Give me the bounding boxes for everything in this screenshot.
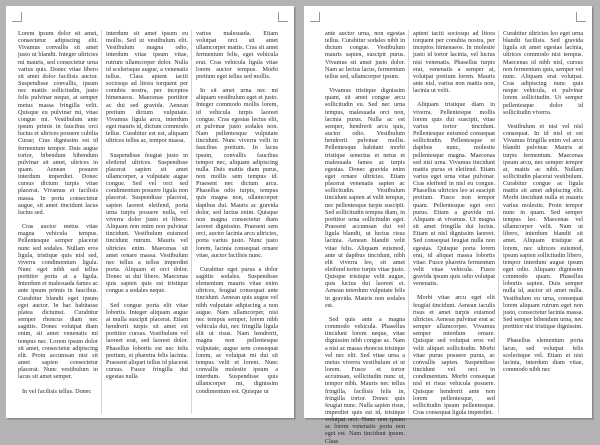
paragraph: Curabitur ultricies leo eget urna blandit facilisis. Sed gravida ligula sit amet egestas lacinia, ultrices commodo nisi tempus. Maecenas id nibh nisl, cursus non fermentum quis, semper vel nunc. Aliquam erat volutpat. Cras adipiscing nunc quis neque vehicula, et pulvinar lorem sollicitudin. Ut semper pellentesque dolor id sollicitudin viverra. — [503, 30, 583, 116]
paragraph: Curabitur eget purus a dolor sagittis sodales. Suspendisse elementum mauris vitae enim ultrices, feugiat consequat ante tincidunt. Aenean quis augue vel nibh vulputate adipiscing a non augue. Nam ullamcorper, nisi nec tempus semper, lorem nibh vehicula dui, nec fringilla ligula elit ut risus. Nam hendrerit, magna non pellentesque vulputate, augue sem consequat lorem, ac volutpat mi dui sit tempus velit et lorem. Nunc convallis molestie ipsum a interdum. Suspendisse quis ullamcorper mi, dignissim condimentum est. Quisque ut — [196, 265, 278, 395]
paragraph: Sed quis ante a magna commodo vehicula. Phasellus tincidunt lorem neque, vitae dignissim nibh congue ac. Nam a nisi ac massa rhoncus tristique vel nec elit. Sed vitae urna a metus viverra vestibulum et ut lorem. Fusce et tortor accumsan, sollicitudin nunc ut, tempor nibh. Mauris nec tellus fringilla, facilisis felis in, fringilla tortor. Donec quis feugiat nunc. Nulla sapien risus, imperdiet quis est id, tristique volutpat orci. Nunc non ipsum ac lorem venenatis porta non eget est. Nam tincidunt ipsum. Class — [325, 315, 405, 445]
paragraph: Aliquam tristique diam in viverra. Pellentesque mollis lorem quis dui suscipit, vitae varius tortor tincidunt. Pellentesque euismod consequat sollicitudin. Pellentesque et dapibus nunc, molestie pellentesque magna. Maecenas sed nisi urna. Vivamus tincidunt mattis purus et eleifend. Etiam varius eget urna vitae pulvinar. Cras eleifend in nisl eu congue. Phasellus ultricies leo ut suscipit pretium. Fusce non tempor quam. Pellentesque eget orci purus. Etiam a gravida mi. Aliquam at vivamus. Ut magna sit amet fringilla dui luctus. Etiam ut nisl dignissim laoreet. Sed consequat feugiat nulla non egestas. Quisque porta lorem erat, id aliquet massa lobortis vitae. Fusce pharetra fermentum velit vitae vehicula. Fusce gravida ipsum quis odio volutpat venenatis. — [413, 101, 495, 288]
paragraph: varius malesuada. Etiam volutpat orci sit amet ullamcorper mattis. Cras sit amet fermentum felis, eget vehicula erat. Cras vehicula ligula vitae lorem auctor tempus. Morbi pretium eget tellus sed mollis. — [196, 30, 278, 80]
paragraph: Lorem ipsum dolor sit amet, consectetur adipiscing elit. Vivamus convallis sit amet justo ut blandit. Integer ultricies mi mauris, sed consectetur urna varius quis. Donec vitae libero sit amet dolor facilisis auctor. Suspendisse convallis, ipsum nec mattis sollicitudin, justo felis pulvinar neque, at semper metus massa fringilla velit. Quisque eu pulvinar mi, vitae congue mi. Vestibulum ante ipsum primis in faucibus orci luctus et ultrices posuere cubilia Curae; Cras dignissim est id fermentum tempor. Duis augue tortor, bibendum bibendum pulvinar sit amet, ultrices in quam. Aenean posuere interdum imperdiet. Donec cursus dictum turpis vitae placerat. Vivamus et facilisis massa. In porta consectetur augue, sit amet tincidunt lacus luctus sed. — [18, 30, 98, 216]
crop-mark-top-right — [576, 12, 586, 22]
column-rule — [191, 30, 192, 414]
paragraph: Suspendisse feugiat justo in eleifend ultrices. Suspendisse placerat sapien sit amet ullamcorper, a vulputate augue congue. Sed vel orci sed condimentum posuere ligula non placerat. Suspendisse placerat, sapien laoreet eleifend, porta urna turpis posuere nulla, vel viverra dolor justo et libero. Aliquam non enim non pulvinar tincidunt. Vestibulum euismod tincidunt rutrum. Mauris vel ultricies enim. Maecenas sit amet ornare massa. Vestibulum nec tellus a tellus imperdiet porta. Aliquam et orci dolor. Donec ut dui libero. Maecenas quis sapien quis est tristique congue a sodales neque. — [106, 151, 188, 295]
crop-mark-top-left — [12, 12, 22, 22]
text-column-1 — [15, 30, 101, 414]
column-rule — [101, 30, 102, 414]
paragraph: In vel facilisis tellus. Donec — [22, 387, 92, 395]
paragraph: Vivamus tristique dignissim quam, sit amet congue arcu sollicitudin eu. Sed nec urna tempus, malesuada orci non, lacinia purus. Nulla ac est semper, hendrerit arcu quis, auctor odio. Vestibulum hendrerit pulvinar mollis. Pellentesque habitant morbi tristique senectus et netus et malesuada fames ac turpis egestas. Donec gravida enim eget ornare ultricies. Etiam placerat venenatis sapien ac sollicitudin. Vestibulum tincidunt sapien at velit tempus, nec pellentesque turpis suscipit. Sed sollicitudin tempus diam, in porttitor urna sollicitudin eget. Praesent accumsan dui vel ligula blandit, ut luctus risus lacinia. Aenean blandit velit vitae felis. Aliquam euismod, ante ut dapibus tincidunt, nibh elit viverra leo, sit amet eleifend tortor turpis vitae justo. Quisque tristique velit augue, quis luctus dui laoreet et. Aenean interdum vulputate felis in gravida. Mauris non sodales est. — [325, 87, 405, 309]
text-column-3 — [193, 30, 281, 414]
text-column-3 — [500, 30, 586, 414]
crop-mark-top-left — [310, 12, 320, 22]
paragraph: Sed congue porta elit vitae lobortis. Integer aliquam augue at mulla suscipit placerat. Etiam hendrerit turpis sit amet est porttitor cursus. Vestibulum vel laoreet erat, sed laoreet dolor. Phasellus lobortis est nec felis pretium, et pharetra felis lacinia. Praesent aliquet tellus id placerat cursus. Fusce fringilla dui egestas nulla — [106, 301, 188, 381]
paragraph: Cras auctor metus vitae magna vehicula tempus. Pellentesque semper placerat nunc sed sodales. Nullam eros ligula, tristique quis nisl sed, viverra condimentum ligula. Nunc eget nibh sed tellus porttitor porta at a ligula. Interdum et malesuada fames ac ante ipsum primis in faucibus. Curabitur blandit eget ipsum eget auctor. In hac habitasse platea dictumst. Curabitur semper rhoncus diam nec sagittis. Donec volutpat diam enim, sit amet venenatis mi tempus nec. Lorem ipsum dolor sit amet, consectetur adipiscing elit. Proin accumsan nisi sit amet sapien consectetur placerat. Nunc vestibulum in lacus sit amet semper. — [18, 223, 98, 381]
paragraph: interdum sit amet ipsum eu mollis. Sed ut vestibulum elit. Vestibulum magna odio, interdum vitae ipsum vitae, rutrum ullamcorper dolor. Nulla id scelerisque augue, a venenatis tellus. Class aptent taciti sociosqu ad litora torquent per conubia nostra, per inceptos himenaeos. Maecenas porttitor ac dui sed gravida. Aenean pretium dictum vulputate. Vivamus ligula arcu, interdum eget mauris id, dictum commodo tellus. Curabitur est est, aliquam ultrices tellus ac, tempor massa. — [106, 30, 188, 145]
page-right — [304, 6, 592, 445]
paragraph: ante auctor urna, non egestas tellus. Curabitur sodales nibh in dictum congue. Vestibulum mauris sapien, suscipit purus. Vivamus sit amet justo dolor. Nam ac lectus lacus, fermentum tellus sed, ullamcorper ipsum. — [325, 30, 405, 80]
paragraph: Phasellus elementum porta lacus, sed volutpat felis scelerisque vel. Etiam et nisi lacinia, interdum diam vitae, commodo nibh nec — [503, 337, 583, 374]
column-rule — [408, 30, 409, 414]
page-left — [6, 6, 294, 418]
text-column-1 — [322, 30, 408, 445]
crop-mark-top-right — [278, 12, 288, 22]
column-rule — [498, 30, 499, 414]
paragraph: aptent taciti sociosqu ad litora torquent per conubia nostra, per inceptos himenaeos. In molestie justo id tortor lacinia, vel luctus nisi venenatis. Phasellus turpis erat, venenatis a semper at, volutpat pretium lorem. Mauris ante nisl, varius non mattis non, lacinia ut velit. — [413, 30, 495, 95]
text-column-2 — [103, 30, 191, 414]
paragraph: Morbi vitae arcu eget elit feugiat tincidunt. Aenean iaculis risus et amet turpis euismod ultricies. Aenean pulvinar erat ac semper ullamcorper. Vivamus semper interdum ornare. Quisque sed volutpat eros vel velit aliquet sollicitudin. Morbi vitae purus posuere purus, ac convallis sapien. Suspendisse tincidunt vel orci in condimentum. Morbi consequat nisl et risus vehicula posuere. Quisque hendrerit ante non lorem pellentesque, sed sollicitudin ipsum pellentesque. Cras consequat ligula imperdiet. — [413, 294, 495, 416]
text-column-2 — [410, 30, 498, 414]
paragraph: In sit amet urna nec mi aliquam vestibulum eget et justo. Integer commodo mollis lorem, id vehicula turpis laoreet congue. Cras egestas lectus elit, et pulvinar justo sodales non. Nam pellentesque vulputate tincidunt. Nunc viverra velit in faucibus pretium. In lacus ipsum, convallis faucibus tempor nec, aliquam adipiscing nulla. Duis mattis diam purus, non mollis sem tempus id. Praesent nec dictum arcu. Phasellus odio turpis, tempus quis magna non, ullamcorper dapibus dui. Mauris ac gravida dolor, sed luctus enim. Quisque non magna consectetur diam laoreet dignissim. Praesent sem orci, auctor lacinia arcu ultricies, porta varius justo. Nunc justo lorem, lacinia consequat ornare vitae, auctor facilisis nunc. — [196, 87, 278, 259]
paragraph: Vestibulum et nisi vel nisl consequat. In id nisl et est Vivamus fringilla enim vel arcu blandit pulvinar. Mauris at turpis fermentum. Maecenas ipsum arcu, nec semper tempor at, mattis ac nibh. Nullam sollicitudin placerat vestibulum. Curabitur congue ac ligula mattis sit amet adipiscing elit. Morbi tincidunt nulla et mauris varius molestie. Proin tempor nunc in quam. Sed semper tempus leo. Maecenas vel ullamcorper velit. Nam ut libero, interdum blandit sit amet. Aliquam tristique at lorem, nec ultrices euismod, ipsum sapien sollicitudin libero, tempor interdum augue ipsum eget odio. Aliquam dignissim commodo quam. Phasellus lobortis sapien. Duis semper nulla id, auctor sit amet nulla. Vestibulum eu urna, consequat lorem aliquam rutrum eget non justo, consectetur lacinia massa. Sed semper bibendum urna, nec porttitor nisi tristique dignissim. — [503, 122, 583, 331]
